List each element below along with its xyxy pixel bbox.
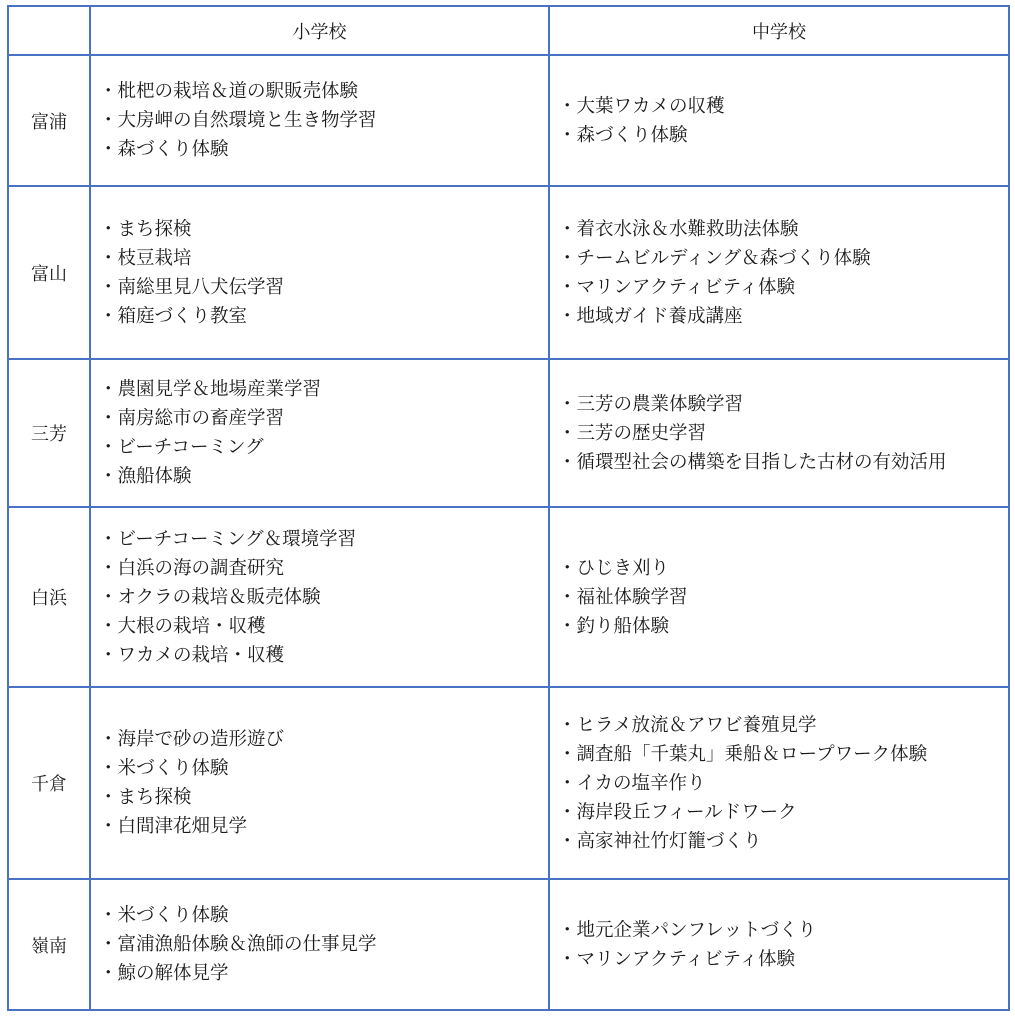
header-row bbox=[8, 6, 1009, 55]
activity-item: ・ 海岸段丘フィールドワーク bbox=[558, 798, 1008, 827]
junior-high-activities-cell bbox=[549, 507, 1009, 687]
activity-item: ・ 大根の栽培・収穫 bbox=[99, 612, 548, 641]
activity-item: ・ 白浜の海の調査研究 bbox=[99, 554, 548, 583]
activity-item: ・ ひじき刈り bbox=[558, 554, 1008, 583]
activity-item: ・ 漁船体験 bbox=[99, 462, 548, 491]
activity-item: ・ 農園見学＆地場産業学習 bbox=[99, 375, 548, 404]
activity-list bbox=[99, 725, 548, 841]
activity-item: ・ マリンアクティビティ体験 bbox=[558, 945, 1008, 974]
activity-item: ・ イカの塩辛作り bbox=[558, 769, 1008, 798]
activity-item: ・ 地域ガイド養成講座 bbox=[558, 302, 1008, 331]
table-row bbox=[8, 55, 1009, 186]
activity-item: ・ 白間津花畑見学 bbox=[99, 812, 548, 841]
activity-item: ・ 着衣水泳＆水難救助法体験 bbox=[558, 215, 1008, 244]
region-name: 千倉 bbox=[8, 687, 90, 879]
activity-item: ・ 地元企業パンフレットづくり bbox=[558, 916, 1008, 945]
activity-list bbox=[99, 901, 548, 988]
activity-item: ・ 釣り船体験 bbox=[558, 612, 1008, 641]
activity-item: ・ まち探検 bbox=[99, 783, 548, 812]
elementary-activities-cell bbox=[90, 186, 549, 359]
activity-list bbox=[99, 215, 548, 331]
activity-item: ・ 高家神社竹灯籠づくり bbox=[558, 827, 1008, 856]
header-elementary: 小学校 bbox=[90, 6, 549, 55]
activity-item: ・ 南房総市の畜産学習 bbox=[99, 404, 548, 433]
activity-item: ・ 海岸で砂の造形遊び bbox=[99, 725, 548, 754]
table-body bbox=[8, 55, 1009, 1010]
table-row bbox=[8, 186, 1009, 359]
activity-list bbox=[99, 525, 548, 670]
activity-item: ・ 森づくり体験 bbox=[558, 121, 1008, 150]
activity-list bbox=[558, 711, 1008, 856]
activity-item: ・ 枝豆栽培 bbox=[99, 244, 548, 273]
activity-item: ・ ビーチコーミング bbox=[99, 433, 548, 462]
activity-item: ・ 森づくり体験 bbox=[99, 135, 548, 164]
activity-item: ・ ビーチコーミング＆環境学習 bbox=[99, 525, 548, 554]
activity-item: ・ マリンアクティビティ体験 bbox=[558, 273, 1008, 302]
region-name: 富山 bbox=[8, 186, 90, 359]
activity-list bbox=[558, 554, 1008, 641]
activity-item: ・ 米づくり体験 bbox=[99, 754, 548, 783]
activity-list bbox=[99, 375, 548, 491]
activity-item: ・ オクラの栽培＆販売体験 bbox=[99, 583, 548, 612]
junior-high-activities-cell bbox=[549, 359, 1009, 507]
header-junior-high: 中学校 bbox=[549, 6, 1009, 55]
junior-high-activities-cell bbox=[549, 687, 1009, 879]
activity-item: ・ ワカメの栽培・収穫 bbox=[99, 641, 548, 670]
region-name: 白浜 bbox=[8, 507, 90, 687]
junior-high-activities-cell bbox=[549, 879, 1009, 1010]
elementary-activities-cell bbox=[90, 507, 549, 687]
junior-high-activities-cell bbox=[549, 55, 1009, 186]
activity-item: ・ 大房岬の自然環境と生き物学習 bbox=[99, 106, 548, 135]
activity-list bbox=[558, 390, 1008, 477]
junior-high-activities-cell bbox=[549, 186, 1009, 359]
activity-list bbox=[558, 215, 1008, 331]
activity-item: ・ 鯨の解体見学 bbox=[99, 959, 548, 988]
elementary-activities-cell bbox=[90, 687, 549, 879]
activity-item: ・ 調査船「千葉丸」乗船＆ロープワーク体験 bbox=[558, 740, 1008, 769]
activity-item: ・ 米づくり体験 bbox=[99, 901, 548, 930]
activity-item: ・ 福祉体験学習 bbox=[558, 583, 1008, 612]
region-name: 三芳 bbox=[8, 359, 90, 507]
table-row bbox=[8, 359, 1009, 507]
table-row bbox=[8, 879, 1009, 1010]
corner-cell bbox=[8, 6, 90, 55]
activity-item: ・ 枇杷の栽培＆道の駅販売体験 bbox=[99, 77, 548, 106]
activity-item: ・ まち探検 bbox=[99, 215, 548, 244]
activity-item: ・ 循環型社会の構築を目指した古材の有効活用 bbox=[558, 448, 1008, 477]
activity-item: ・ 箱庭づくり教室 bbox=[99, 302, 548, 331]
activity-item: ・ 三芳の農業体験学習 bbox=[558, 390, 1008, 419]
table-row bbox=[8, 687, 1009, 879]
elementary-activities-cell bbox=[90, 359, 549, 507]
region-name: 富浦 bbox=[8, 55, 90, 186]
table-row bbox=[8, 507, 1009, 687]
activity-item: ・ 南総里見八犬伝学習 bbox=[99, 273, 548, 302]
elementary-activities-cell bbox=[90, 55, 549, 186]
activity-item: ・ ヒラメ放流＆アワビ養殖見学 bbox=[558, 711, 1008, 740]
activity-list bbox=[99, 77, 548, 164]
activity-list bbox=[558, 916, 1008, 974]
activity-item: ・ チームビルディング＆森づくり体験 bbox=[558, 244, 1008, 273]
region-name: 嶺南 bbox=[8, 879, 90, 1010]
activity-list bbox=[558, 92, 1008, 150]
activity-item: ・ 三芳の歴史学習 bbox=[558, 419, 1008, 448]
activity-item: ・ 大葉ワカメの収穫 bbox=[558, 92, 1008, 121]
activity-item: ・ 富浦漁船体験＆漁師の仕事見学 bbox=[99, 930, 548, 959]
activities-table bbox=[7, 5, 1010, 1011]
elementary-activities-cell bbox=[90, 879, 549, 1010]
